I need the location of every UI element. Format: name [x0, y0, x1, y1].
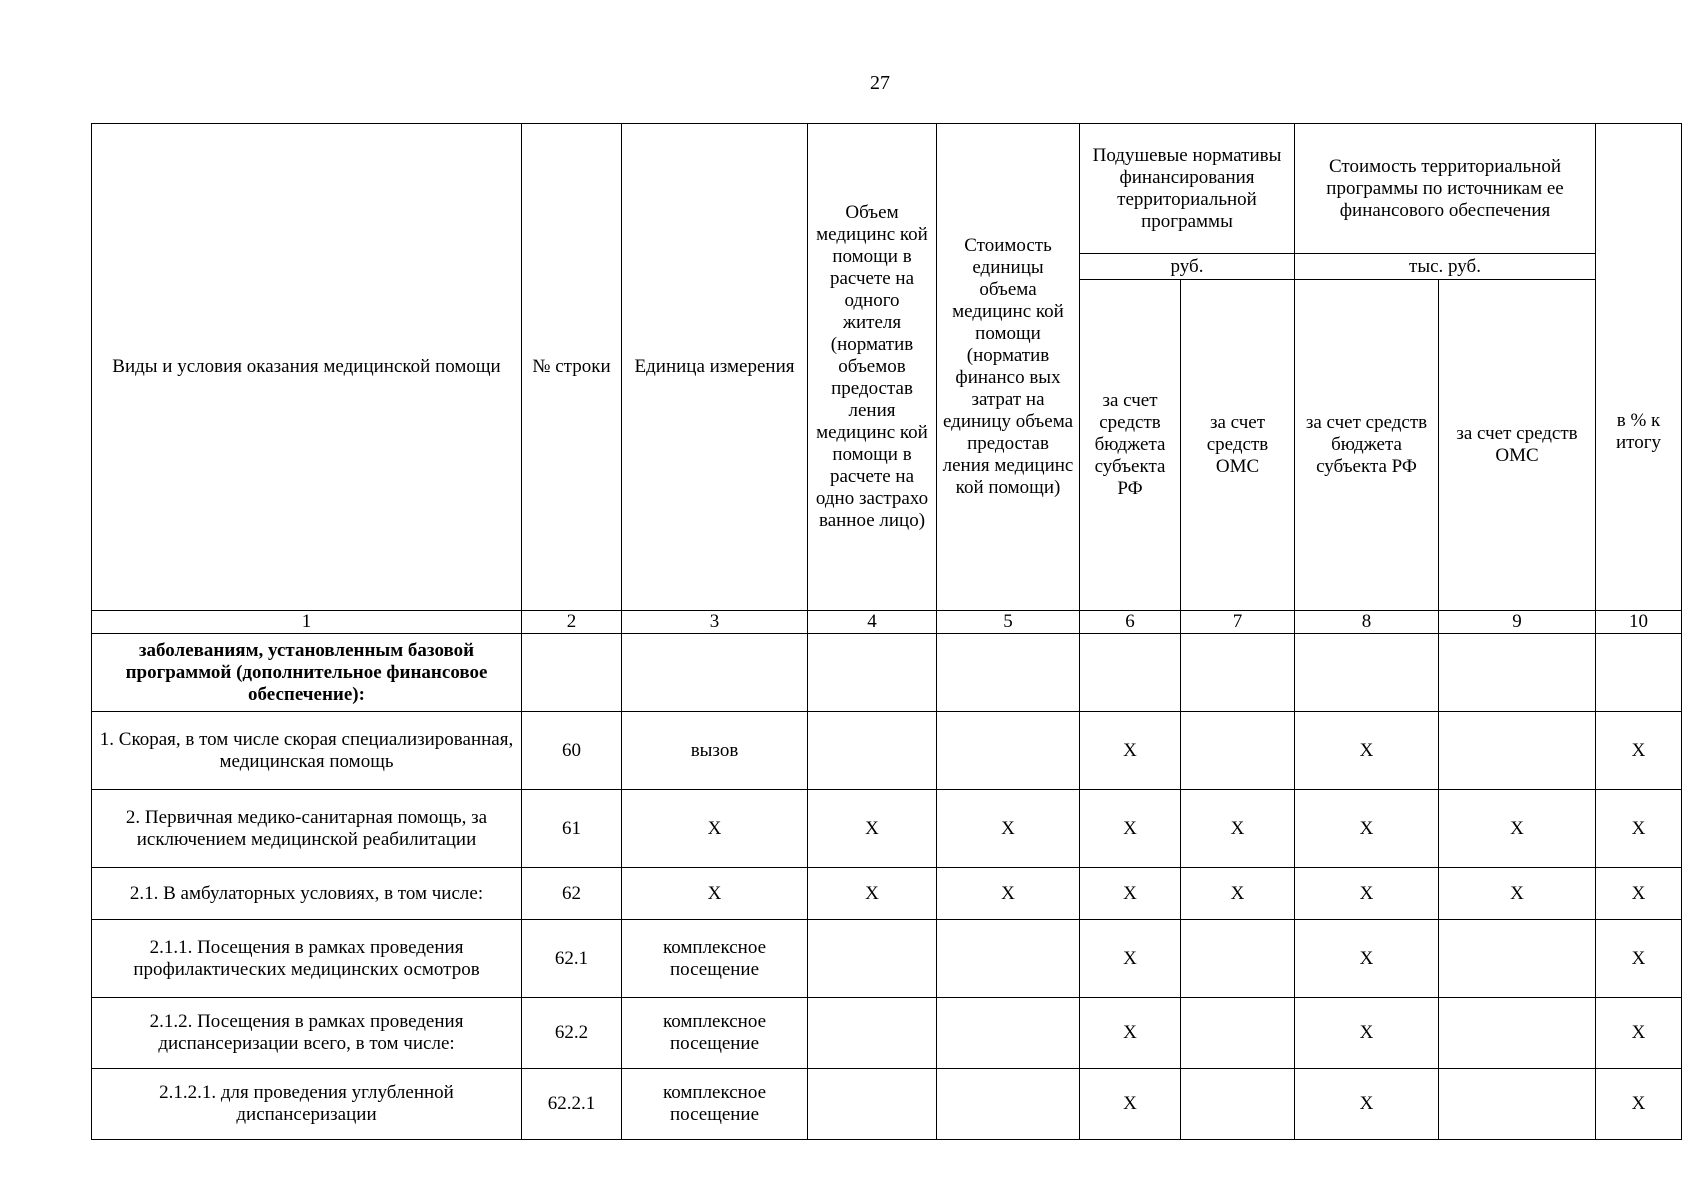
- row-oms-rub: [1181, 1069, 1295, 1140]
- column-number: 5: [937, 611, 1080, 634]
- header-col-budget-rub: за счет средств бюджета субъекта РФ: [1080, 280, 1181, 611]
- row-budget-thousand: X: [1295, 712, 1439, 790]
- row-oms-rub: [1181, 712, 1295, 790]
- row-oms-thousand: [1439, 634, 1596, 712]
- column-number: 9: [1439, 611, 1596, 634]
- row-unit-cost: [937, 998, 1080, 1069]
- header-group-normatives: Подушевые нормативы финансирования территориальной программы: [1080, 124, 1295, 254]
- row-name: 1. Скорая, в том числе скорая специализированная, медицинская помощь: [92, 712, 522, 790]
- financing-table: [91, 123, 1682, 1140]
- row-budget-thousand: X: [1295, 868, 1439, 920]
- table-row: [92, 634, 1682, 712]
- table-row: [92, 1069, 1682, 1140]
- row-budget-rub: X: [1080, 998, 1181, 1069]
- column-number: 7: [1181, 611, 1295, 634]
- row-percent: X: [1596, 1069, 1682, 1140]
- column-number: 4: [808, 611, 937, 634]
- row-unit: X: [622, 868, 808, 920]
- row-name: 2.1.2.1. для проведения углубленной диспансеризации: [92, 1069, 522, 1140]
- header-group-cost: Стоимость территориальной программы по источникам ее финансового обеспечения: [1295, 124, 1596, 254]
- row-volume: [808, 1069, 937, 1140]
- row-unit: комплексное посещение: [622, 920, 808, 998]
- row-oms-thousand: X: [1439, 868, 1596, 920]
- row-line-number: 62.2: [522, 998, 622, 1069]
- row-unit-cost: [937, 634, 1080, 712]
- table-row: [92, 790, 1682, 868]
- row-name: 2.1.1. Посещения в рамках проведения профилактических медицинских осмотров: [92, 920, 522, 998]
- header-col-unit-cost: Стоимость единицы объема медицинс кой помощи (норматив финансо вых затрат на единицу объема предостав ления медицинс кой помощи): [937, 124, 1080, 611]
- row-unit: [622, 634, 808, 712]
- header-col-budget-thousand: за счет средств бюджета субъекта РФ: [1295, 280, 1439, 611]
- row-line-number: 62.2.1: [522, 1069, 622, 1140]
- column-number: 10: [1596, 611, 1682, 634]
- header-col-percent: в % к итогу: [1596, 254, 1682, 611]
- row-volume: [808, 712, 937, 790]
- row-volume: [808, 634, 937, 712]
- row-unit-cost: X: [937, 868, 1080, 920]
- row-oms-rub: [1181, 920, 1295, 998]
- row-percent: X: [1596, 790, 1682, 868]
- row-oms-rub: X: [1181, 790, 1295, 868]
- row-budget-thousand: X: [1295, 920, 1439, 998]
- row-budget-rub: [1080, 634, 1181, 712]
- column-number: 3: [622, 611, 808, 634]
- row-budget-rub: X: [1080, 790, 1181, 868]
- row-percent: X: [1596, 868, 1682, 920]
- row-oms-thousand: [1439, 920, 1596, 998]
- table-row: [92, 998, 1682, 1069]
- column-number: 8: [1295, 611, 1439, 634]
- column-number: 1: [92, 611, 522, 634]
- column-number: 6: [1080, 611, 1181, 634]
- row-line-number: 61: [522, 790, 622, 868]
- row-percent: X: [1596, 998, 1682, 1069]
- table-row: [92, 920, 1682, 998]
- row-oms-rub: X: [1181, 868, 1295, 920]
- header-col-line-number: № строки: [522, 124, 622, 611]
- row-oms-thousand: [1439, 998, 1596, 1069]
- row-budget-rub: X: [1080, 1069, 1181, 1140]
- row-percent: X: [1596, 920, 1682, 998]
- row-name: заболеваниям, установленным базовой программой (дополнительное финансовое обеспечение):: [92, 634, 522, 712]
- row-unit-cost: X: [937, 790, 1080, 868]
- row-oms-thousand: [1439, 1069, 1596, 1140]
- row-budget-rub: X: [1080, 868, 1181, 920]
- column-numbers-row: [92, 611, 1682, 634]
- row-budget-thousand: X: [1295, 998, 1439, 1069]
- header-col-volume: Объем медицинс кой помощи в расчете на одного жителя (норматив объемов предостав ления медицинс кой помощи в расчете на одно застрахо ванное лицо): [808, 124, 937, 611]
- header-col-oms-rub: за счет средств ОМС: [1181, 280, 1295, 611]
- row-oms-thousand: [1439, 712, 1596, 790]
- row-unit-cost: [937, 712, 1080, 790]
- header-col-unit: Единица измерения: [622, 124, 808, 611]
- row-line-number: 62.1: [522, 920, 622, 998]
- row-volume: X: [808, 868, 937, 920]
- row-unit: вызов: [622, 712, 808, 790]
- row-line-number: 60: [522, 712, 622, 790]
- header-blank-cell: [1596, 124, 1682, 254]
- row-volume: [808, 998, 937, 1069]
- row-unit-cost: [937, 920, 1080, 998]
- row-unit: X: [622, 790, 808, 868]
- row-unit-cost: [937, 1069, 1080, 1140]
- column-number: 2: [522, 611, 622, 634]
- row-percent: [1596, 634, 1682, 712]
- row-name: 2. Первичная медико-санитарная помощь, за исключением медицинской реабилитации: [92, 790, 522, 868]
- page-number: 27: [870, 72, 890, 94]
- row-oms-rub: [1181, 998, 1295, 1069]
- header-col-kinds: Виды и условия оказания медицинской помощи: [92, 124, 522, 611]
- header-unit-rub: руб.: [1080, 254, 1295, 280]
- row-budget-rub: X: [1080, 920, 1181, 998]
- row-volume: [808, 920, 937, 998]
- table-row: [92, 868, 1682, 920]
- row-budget-thousand: X: [1295, 1069, 1439, 1140]
- row-budget-thousand: [1295, 634, 1439, 712]
- row-volume: X: [808, 790, 937, 868]
- row-unit: комплексное посещение: [622, 1069, 808, 1140]
- row-oms-thousand: X: [1439, 790, 1596, 868]
- row-percent: X: [1596, 712, 1682, 790]
- row-line-number: [522, 634, 622, 712]
- header-unit-thousand-rub: тыс. руб.: [1295, 254, 1596, 280]
- row-budget-rub: X: [1080, 712, 1181, 790]
- row-oms-rub: [1181, 634, 1295, 712]
- row-unit: комплексное посещение: [622, 998, 808, 1069]
- row-name: 2.1. В амбулаторных условиях, в том числе:: [92, 868, 522, 920]
- header-col-oms-thousand: за счет средств ОМС: [1439, 280, 1596, 611]
- row-budget-thousand: X: [1295, 790, 1439, 868]
- row-name: 2.1.2. Посещения в рамках проведения диспансеризации всего, в том числе:: [92, 998, 522, 1069]
- row-line-number: 62: [522, 868, 622, 920]
- table-row: [92, 712, 1682, 790]
